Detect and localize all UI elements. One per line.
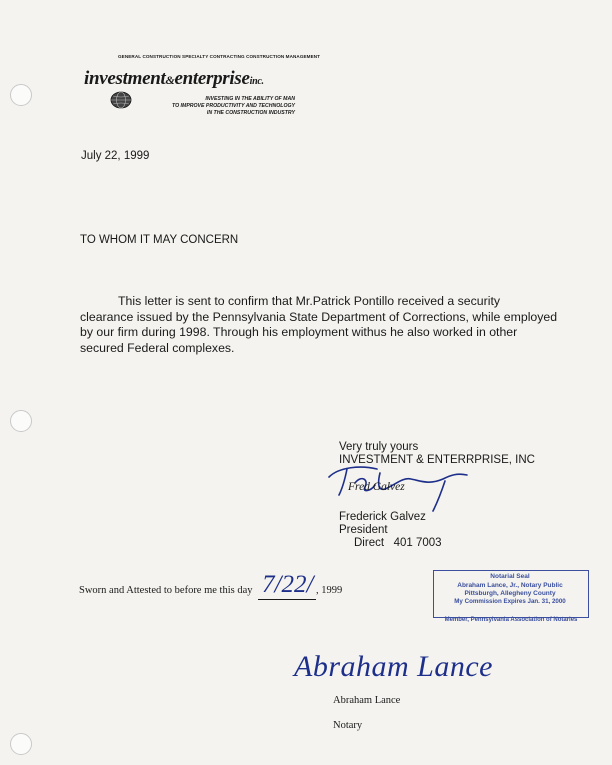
notary-title: Notary [333,720,363,731]
attestation-year: , 1999 [316,585,343,596]
punch-hole-middle [10,410,32,432]
stamp-line: My Commission Expires Jan. 31, 2000 [454,598,566,605]
body-line: This letter is sent to confirm that Mr.Patrick Pontillo received a security [118,294,501,308]
stamp-line: Pittsburgh, Allegheny County [464,590,556,597]
tagline-line: TO IMPROVE PRODUCTIVITY AND TECHNOLOGY [172,103,295,109]
tagline-line: INVESTING IN THE ABILITY OF MAN [205,96,295,102]
notarial-seal-stamp [433,570,589,626]
brand-amp: & [165,73,175,87]
brand-main: investment [84,68,166,89]
attestation-date-underline [258,599,316,600]
signer-title: President [339,524,388,536]
signature-typed-script: Fred Galvez [348,481,405,493]
punch-hole-top [10,84,32,106]
brand-inc: inc. [249,76,264,87]
globe-icon [110,91,132,109]
letter-body [80,294,557,356]
attestation-prefix: Sworn and Attested to before me this day [79,585,253,596]
letterhead-tagline [172,96,295,117]
brand-second: enterprise [174,68,250,89]
body-line: by our firm during 1998. Through his employment withus he also worked in other [80,325,518,340]
stamp-line: Member, Pennsylvania Association of Notaries [444,617,578,623]
attestation-handwritten-date: 7/22/ [262,571,314,598]
company-name: INVESTMENT & ENTERRPRISE, INC [339,454,535,466]
notary-signature: Abraham Lance [294,650,493,683]
letter-date: July 22, 1999 [81,150,150,162]
letterhead-services: GENERAL CONSTRUCTION SPECIALTY CONTRACTING CONSTRUCTION MANAGEMENT [118,54,321,59]
body-line: clearance issued by the Pennsylvania State Department of Corrections, while employed [80,309,558,324]
tagline-line: IN THE CONSTRUCTION INDUSTRY [206,110,295,116]
closing: Very truly yours [339,441,419,453]
stamp-line: Abraham Lance, Jr., Notary Public [457,582,563,589]
signer-direct: Direct 401 7003 [354,537,442,549]
company-logo-wordmark [84,68,264,90]
salutation: TO WHOM IT MAY CONCERN [80,234,239,246]
punch-hole-bottom [10,733,32,755]
notary-name: Abraham Lance [333,695,401,706]
stamp-line: Notarial Seal [490,573,530,580]
signer-name: Frederick Galvez [339,511,426,523]
body-line: secured Federal complexes. [80,340,235,355]
